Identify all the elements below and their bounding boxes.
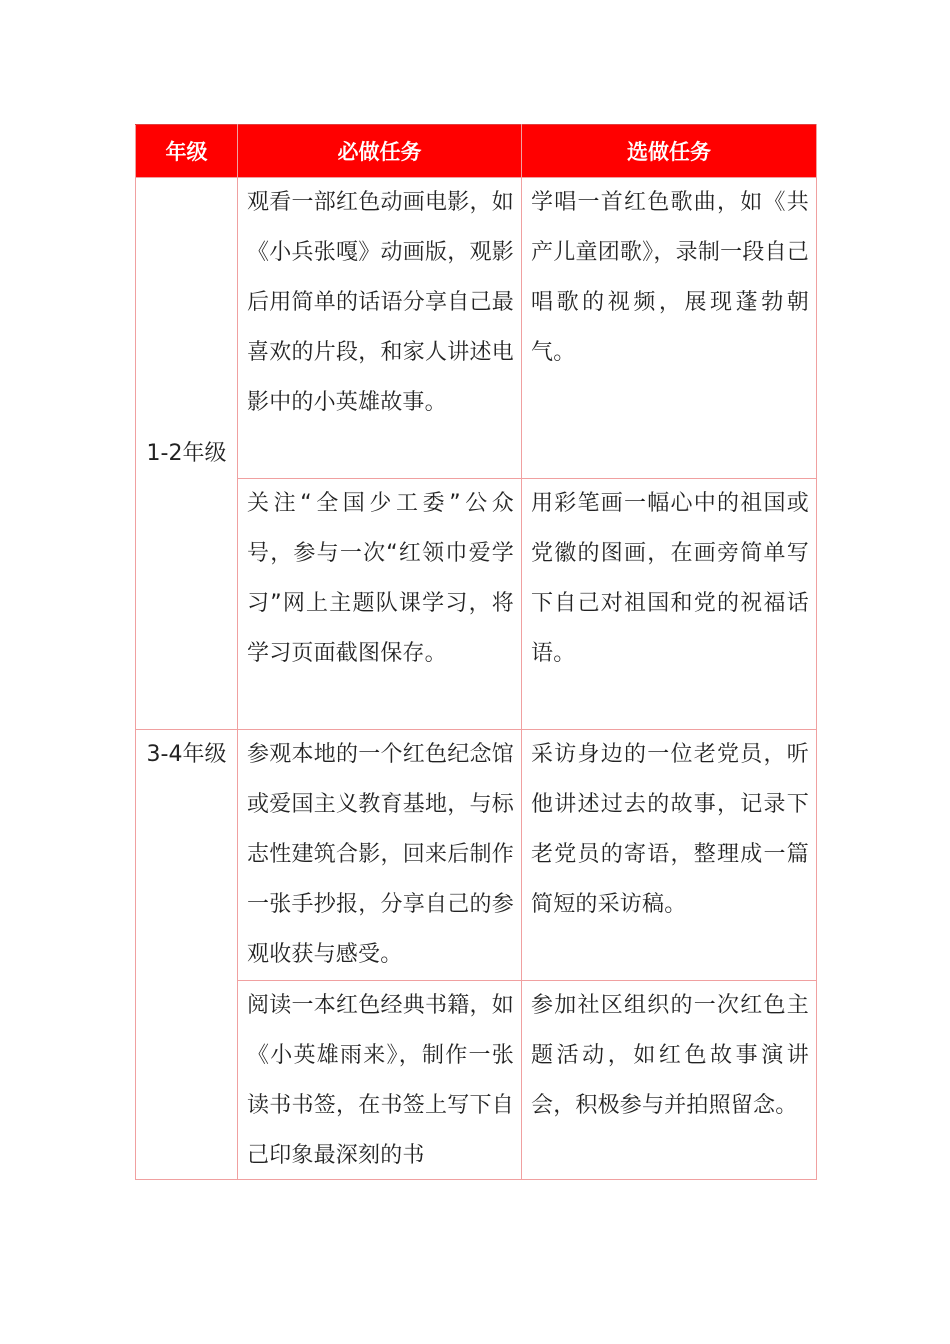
required-task-text: 参观本地的一个红色纪念馆或爱国主义教育基地，与标志性建筑合影，回来后制作一张手抄报，分享自己的参观收获与感受。	[247, 742, 514, 967]
optional-task-cell	[522, 981, 817, 1180]
required-task-cell	[238, 178, 522, 479]
optional-task-cell	[522, 730, 817, 981]
required-task-cell	[238, 479, 522, 730]
table-row	[136, 730, 817, 981]
optional-task-cell	[522, 479, 817, 730]
table-header-row	[136, 125, 817, 178]
required-task-text: 关注“全国少工委”公众号，参与一次“红领巾爱学习”网上主题队课学习，将学习页面截图保存。	[247, 491, 514, 666]
optional-task-cell	[522, 178, 817, 479]
table-row	[136, 981, 817, 1180]
header-grade: 年级	[136, 125, 238, 178]
header-required-task: 必做任务	[238, 125, 522, 178]
required-task-text: 阅读一本红色经典书籍，如《小英雄雨来》，制作一张读书书签，在书签上写下自己印象最深刻的书	[247, 993, 514, 1168]
grade-cell-1-2: 1-2年级	[136, 178, 238, 730]
optional-task-text: 用彩笔画一幅心中的祖国或党徽的图画，在画旁简单写下自己对祖国和党的祝福话语。	[531, 491, 809, 666]
grade-cell-3-4: 3-4年级	[136, 730, 238, 1180]
table-row	[136, 178, 817, 479]
required-task-cell	[238, 730, 522, 981]
optional-task-text: 参加社区组织的一次红色主题活动，如红色故事演讲会，积极参与并拍照留念。	[531, 993, 809, 1118]
task-table	[135, 124, 817, 1180]
required-task-text: 观看一部红色动画电影，如《小兵张嘎》动画版，观影后用简单的话语分享自己最喜欢的片段，和家人讲述电影中的小英雄故事。	[247, 190, 514, 415]
required-task-cell	[238, 981, 522, 1180]
optional-task-text: 采访身边的一位老党员，听他讲述过去的故事，记录下老党员的寄语，整理成一篇简短的采访稿。	[531, 742, 809, 917]
table-row	[136, 479, 817, 730]
header-optional-task: 选做任务	[522, 125, 817, 178]
optional-task-text: 学唱一首红色歌曲，如《共产儿童团歌》，录制一段自己唱歌的视频，展现蓬勃朝气。	[531, 190, 809, 365]
